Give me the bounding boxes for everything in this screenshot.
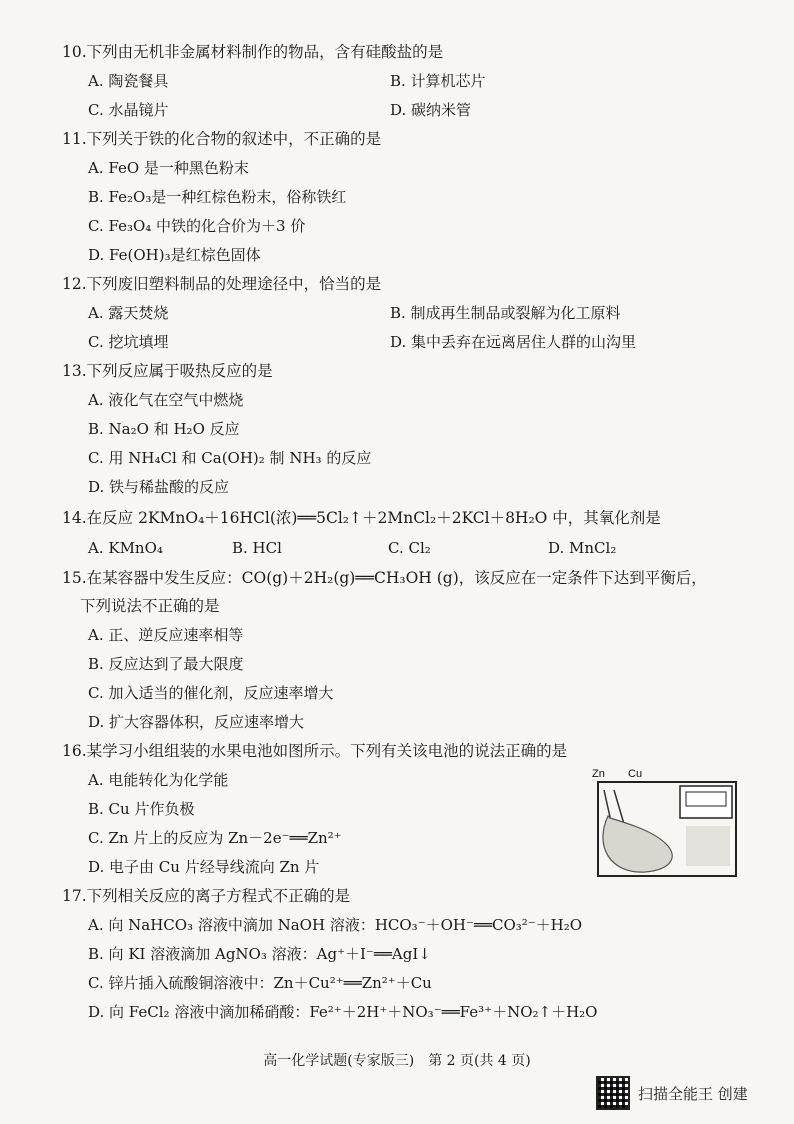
q10-option-c: C. 水晶镜片 xyxy=(88,101,169,119)
q13-option-c: C. 用 NH₄Cl 和 Ca(OH)₂ 制 NH₃ 的反应 xyxy=(88,449,372,467)
figure-label-zn: Zn xyxy=(592,768,605,780)
q12-option-b: B. 制成再生制品或裂解为化工原料 xyxy=(390,304,621,322)
q14-option-b: B. HCl xyxy=(232,539,282,557)
question-15-stem: 15.在某容器中发生反应：CO(g)＋2H₂(g)══CH₃OH (g)，该反应在一定条件下达到平衡后， xyxy=(62,569,707,587)
watermark-text: 扫描全能王 创建 xyxy=(638,1084,748,1103)
q11-option-a: A. FeO 是一种黑色粉末 xyxy=(88,159,249,177)
q17-option-a: A. 向 NaHCO₃ 溶液中滴加 NaOH 溶液：HCO₃⁻＋OH⁻══CO₃²⁻＋H₂O xyxy=(88,916,583,934)
q14-option-d: D. MnCl₂ xyxy=(548,539,617,557)
q11-option-d: D. Fe(OH)₃是红棕色固体 xyxy=(88,246,261,264)
question-12-stem: 12.下列废旧塑料制品的处理途径中，恰当的是 xyxy=(62,275,382,293)
q16-option-d: D. 电子由 Cu 片经导线流向 Zn 片 xyxy=(88,858,320,876)
question-17-stem: 17.下列相关反应的离子方程式不正确的是 xyxy=(62,887,351,905)
q11-option-b: B. Fe₂O₃是一种红棕色粉末，俗称铁红 xyxy=(88,188,347,206)
q10-option-b: B. 计算机芯片 xyxy=(390,72,486,90)
q16-option-b: B. Cu 片作负极 xyxy=(88,800,195,818)
scanner-watermark xyxy=(596,1076,748,1110)
q13-option-a: A. 液化气在空气中燃烧 xyxy=(88,391,244,409)
q17-option-d: D. 向 FeCl₂ 溶液中滴加稀硝酸：Fe²⁺＋2H⁺＋NO₃⁻══Fe³⁺＋NO₂↑＋H₂O xyxy=(88,1003,598,1021)
question-14-stem: 14.在反应 2KMnO₄＋16HCl(浓)══5Cl₂↑＋2MnCl₂＋2KCl＋8H₂O 中，其氧化剂是 xyxy=(62,509,661,527)
q15-option-b: B. 反应达到了最大限度 xyxy=(88,655,244,673)
q12-option-c: C. 挖坑填埋 xyxy=(88,333,169,351)
q10-option-d: D. 碳纳米管 xyxy=(390,101,472,119)
q16-option-a: A. 电能转化为化学能 xyxy=(88,771,229,789)
q10-option-a: A. 陶瓷餐具 xyxy=(88,72,169,90)
q13-option-d: D. 铁与稀盐酸的反应 xyxy=(88,478,230,496)
question-15-stem-cont: 下列说法不正确的是 xyxy=(80,597,220,615)
q14-option-a: A. KMnO₄ xyxy=(88,539,163,557)
q17-option-c: C. 锌片插入硫酸铜溶液中：Zn＋Cu²⁺══Zn²⁺＋Cu xyxy=(88,974,432,992)
ammeter xyxy=(680,786,732,818)
q12-option-d: D. 集中丢弃在远离居住人群的山沟里 xyxy=(390,333,637,351)
q17-option-b: B. 向 KI 溶液滴加 AgNO₃ 溶液：Ag⁺＋I⁻══AgI↓ xyxy=(88,945,431,963)
question-11-stem: 11.下列关于铁的化合物的叙述中，不正确的是 xyxy=(62,130,382,148)
question-10-stem: 10.下列由无机非金属材料制作的物品，含有硅酸盐的是 xyxy=(62,43,444,61)
question-16-stem: 16.某学习小组组装的水果电池如图所示。下列有关该电池的说法正确的是 xyxy=(62,742,568,760)
page-footer: 高一化学试题(专家版三) 第 2 页(共 4 页) xyxy=(263,1053,531,1069)
q12-option-a: A. 露天焚烧 xyxy=(88,304,169,322)
figure-label-cu: Cu xyxy=(628,768,643,780)
q15-option-c: C. 加入适当的催化剂，反应速率增大 xyxy=(88,684,334,702)
qr-code-icon xyxy=(596,1076,630,1110)
q11-option-c: C. Fe₃O₄ 中铁的化合价为＋3 价 xyxy=(88,217,306,235)
q13-option-b: B. Na₂O 和 H₂O 反应 xyxy=(88,420,240,438)
fruit-battery-figure xyxy=(590,766,740,878)
question-13-stem: 13.下列反应属于吸热反应的是 xyxy=(62,362,273,380)
q16-option-c: C. Zn 片上的反应为 Zn－2e⁻══Zn²⁺ xyxy=(88,829,342,847)
shadow-patch xyxy=(686,826,730,866)
q15-option-d: D. 扩大容器体积，反应速率增大 xyxy=(88,713,305,731)
q14-option-c: C. Cl₂ xyxy=(388,539,431,557)
fruit-shape xyxy=(603,816,672,872)
q15-option-a: A. 正、逆反应速率相等 xyxy=(88,626,244,644)
